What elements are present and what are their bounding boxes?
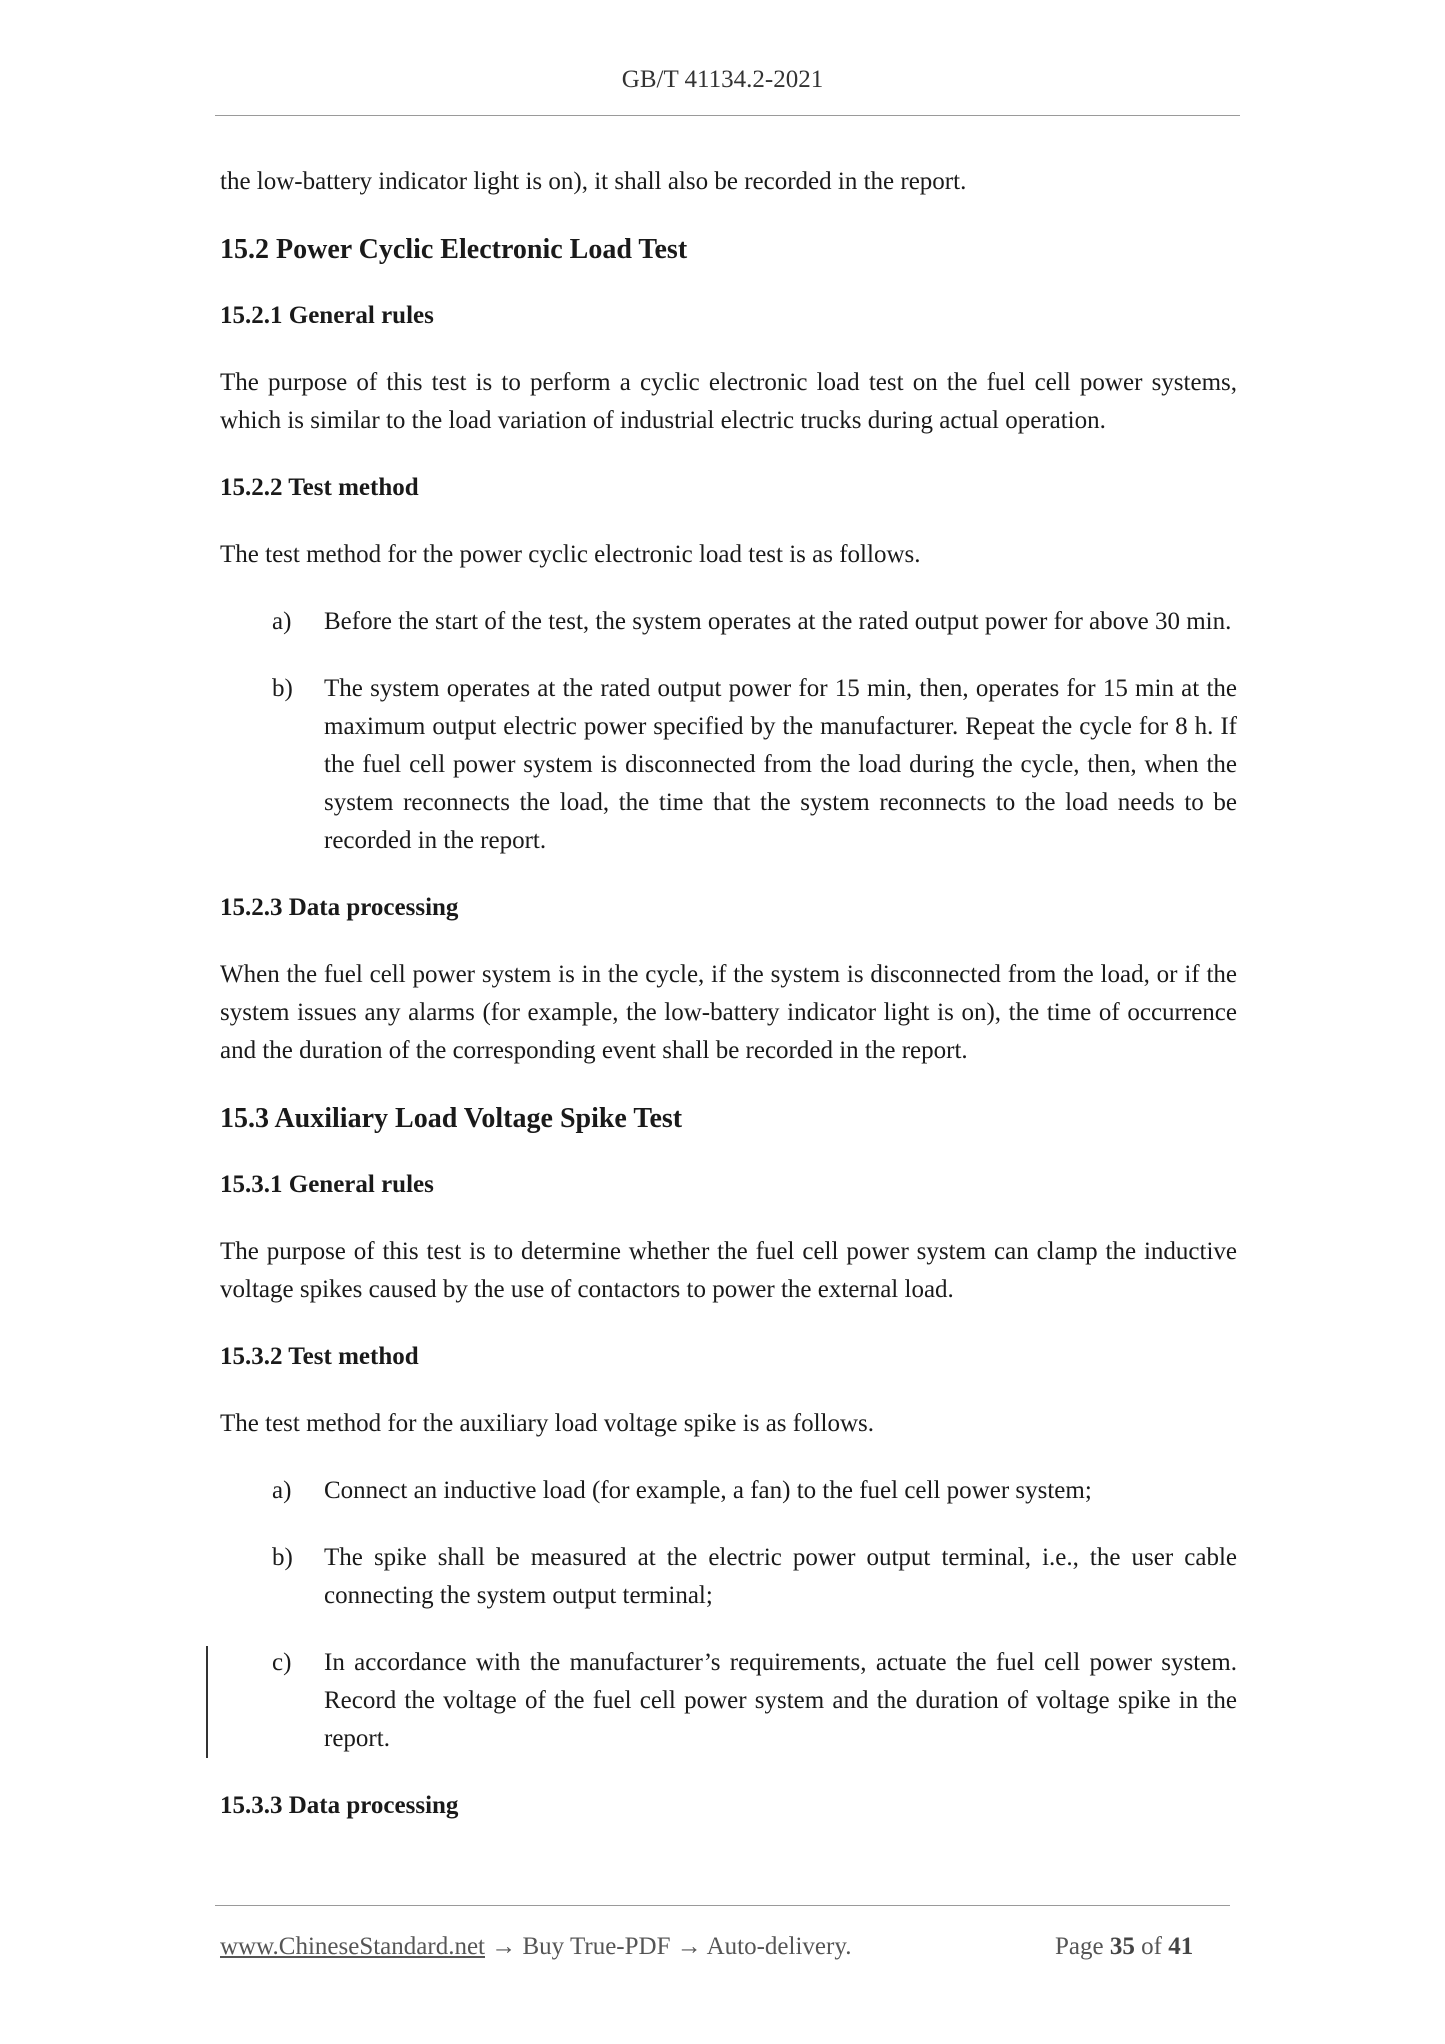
subsection-heading-15-3-3: 15.3.3 Data processing bbox=[220, 1792, 459, 1819]
list-item-15-2-2-a bbox=[220, 603, 1237, 641]
footer-divider bbox=[215, 1905, 1230, 1906]
list-marker: b) bbox=[272, 1544, 293, 1571]
list-item-text: The spike shall be measured at the electric power output terminal, i.e., the user cable connecting the system output terminal; bbox=[324, 1544, 1237, 1609]
list-item-15-3-2-c bbox=[220, 1644, 1237, 1758]
list-item-15-2-2-b bbox=[220, 670, 1237, 860]
list-item-15-3-2-a bbox=[220, 1472, 1237, 1510]
document-header: GB/T 41134.2-2021 bbox=[621, 66, 824, 93]
paragraph-15-2-2-intro: The test method for the power cyclic electronic load test is as follows. bbox=[220, 541, 921, 568]
buy-pdf-text: Buy True-PDF bbox=[522, 1933, 671, 1960]
paragraph-15-2-1: The purpose of this test is to perform a cyclic electronic load test on the fuel cell power systems, which is similar to the load variation of industrial electric trucks during actual operation. bbox=[220, 369, 1237, 434]
page-content bbox=[220, 163, 1237, 1854]
subsection-heading-15-3-1: 15.3.1 General rules bbox=[220, 1171, 434, 1198]
subsection-heading-15-2-1: 15.2.1 General rules bbox=[220, 302, 434, 329]
subsection-heading-15-2-3: 15.2.3 Data processing bbox=[220, 894, 459, 921]
list-item-text: The system operates at the rated output power for 15 min, then, operates for 15 min at the maximum output electric power specified by the manufacturer. Repeat the cycle for 8 h. If the fuel cell power system is disconnected from the load during the cycle, then, when the system reconnects the load, the time that the system reconnects to the load needs to be recorded in the report. bbox=[324, 675, 1237, 854]
paragraph-15-3-2-intro: The test method for the auxiliary load voltage spike is as follows. bbox=[220, 1410, 875, 1437]
website-link[interactable]: www.ChineseStandard.net bbox=[220, 1933, 485, 1960]
revision-change-bar bbox=[206, 1646, 208, 1758]
list-item-text: Before the start of the test, the system operates at the rated output power for above 30 min. bbox=[324, 608, 1232, 635]
list-marker: c) bbox=[272, 1649, 292, 1676]
continuation-paragraph: the low-battery indicator light is on), it shall also be recorded in the report. bbox=[220, 168, 967, 195]
auto-delivery-text: Auto-delivery. bbox=[706, 1933, 852, 1960]
list-item-15-3-2-b bbox=[220, 1539, 1237, 1615]
section-heading-15-2: 15.2 Power Cyclic Electronic Load Test bbox=[220, 234, 688, 265]
arrow-icon: → bbox=[491, 1933, 517, 1960]
list-marker: b) bbox=[272, 675, 293, 702]
paragraph-15-3-1: The purpose of this test is to determine whether the fuel cell power system can clamp the inductive voltage spikes caused by the use of contactors to power the external load. bbox=[220, 1238, 1237, 1303]
list-item-text: Connect an inductive load (for example, a fan) to the fuel cell power system; bbox=[324, 1477, 1092, 1504]
paragraph-15-2-3: When the fuel cell power system is in the cycle, if the system is disconnected from the load, or if the system issues any alarms (for example, the low-battery indicator light is on), the time of occurrence and the duration of the corresponding event shall be recorded in the report. bbox=[220, 961, 1237, 1064]
footer-links bbox=[220, 1930, 851, 1964]
arrow-icon: → bbox=[676, 1933, 702, 1960]
page-total: 41 bbox=[1168, 1933, 1194, 1960]
list-marker: a) bbox=[272, 1477, 292, 1504]
page-number: 35 bbox=[1109, 1933, 1135, 1960]
subsection-heading-15-2-2: 15.2.2 Test method bbox=[220, 474, 419, 501]
subsection-heading-15-3-2: 15.3.2 Test method bbox=[220, 1343, 419, 1370]
section-heading-15-3: 15.3 Auxiliary Load Voltage Spike Test bbox=[220, 1103, 683, 1134]
page-counter bbox=[1055, 1930, 1193, 1964]
list-marker: a) bbox=[272, 608, 292, 635]
list-item-text: In accordance with the manufacturer’s requirements, actuate the fuel cell power system. Record the voltage of the fuel cell power system and the duration of voltage spike in the report. bbox=[324, 1649, 1237, 1752]
header-divider bbox=[215, 115, 1240, 116]
page-label: Page bbox=[1055, 1933, 1104, 1960]
of-label: of bbox=[1141, 1933, 1162, 1960]
